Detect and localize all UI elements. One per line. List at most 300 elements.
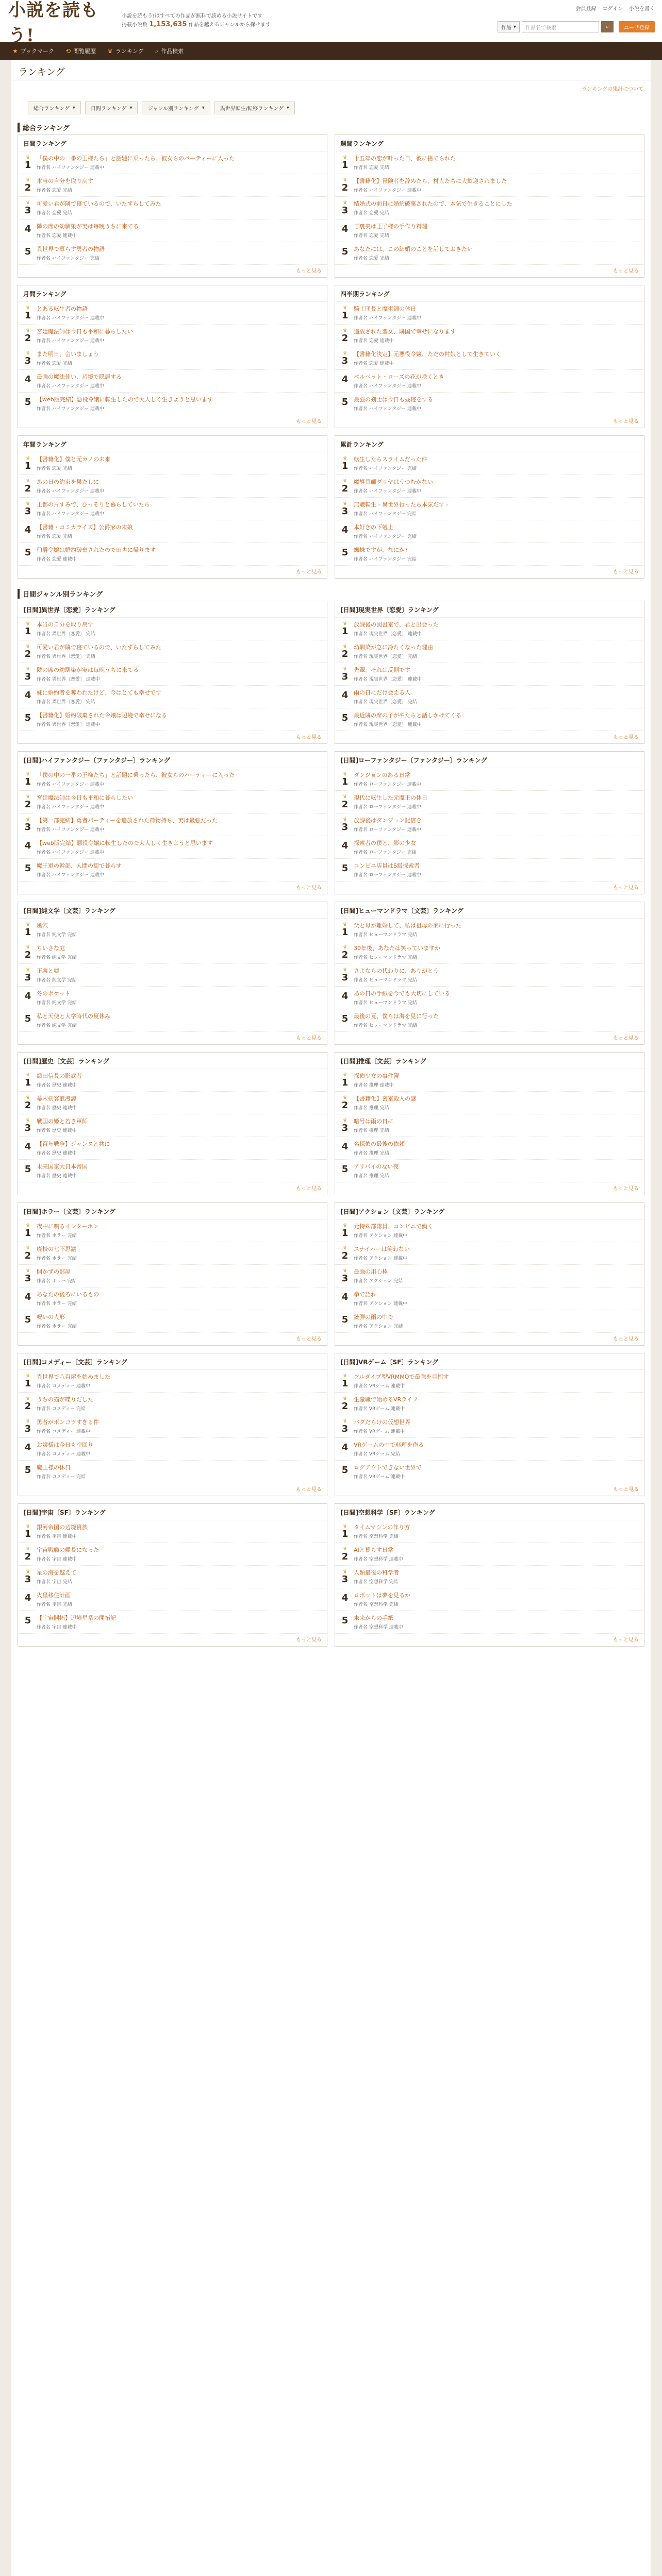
novel-title-link[interactable]: 最後の夏、僕らは海を見に行った — [354, 1013, 439, 1020]
ranking-item — [18, 1393, 327, 1415]
crown-icon: ♛ — [25, 501, 30, 506]
rank-number-value: 2 — [341, 950, 349, 960]
rank-number-value: 4 — [24, 1592, 31, 1603]
rank-number-value: 2 — [341, 1100, 349, 1111]
novel-title-link[interactable]: 暗号は雨の日に — [354, 1118, 393, 1125]
novel-title-link[interactable]: 私と天使と大学時代の夏休み — [37, 1013, 110, 1020]
novel-title-link[interactable]: 伯爵令嬢は婚約破棄されたので田舎に帰ります — [37, 547, 156, 553]
novel-title-link[interactable]: 追放された聖女、隣国で幸せになります — [354, 328, 456, 335]
ranking-item — [18, 475, 327, 498]
novel-meta: 作者名 現実世界〔恋愛〕 完結 — [354, 700, 417, 705]
novel-title-link[interactable]: ロボットは夢を見るか — [354, 1592, 410, 1599]
novel-title-link[interactable]: また明日、会いましょう — [37, 351, 99, 358]
more-link[interactable]: もっと見る — [613, 735, 639, 740]
ranking-item — [335, 1588, 644, 1611]
rank-number — [23, 621, 32, 637]
novel-meta: 作者名 ローファンタジー 完結 — [354, 850, 417, 855]
top-link-register[interactable]: 会員登録 — [575, 6, 597, 12]
ranking-item-body — [37, 1373, 322, 1389]
rank-number-value: 1 — [24, 461, 31, 471]
dropdown-label: 日間ランキング — [90, 106, 127, 112]
section-title: 日間ジャンル別ランキング — [18, 589, 644, 599]
search-input[interactable]: 作品名で検索 — [522, 21, 599, 32]
dropdown-isekai[interactable] — [214, 101, 295, 114]
novel-title-link[interactable]: お嬢様は今日も空回り — [37, 1442, 93, 1448]
ranking-item — [18, 791, 327, 814]
novel-title-link[interactable]: 【web版完結】悪役令嬢に転生したので大人しく生きようと思います — [37, 396, 213, 403]
rank-number-value: 2 — [24, 649, 31, 659]
novel-title-link[interactable]: VRゲームの中で料理を作る — [354, 1442, 424, 1448]
ranking-item — [335, 1287, 644, 1310]
rank-number — [23, 155, 32, 171]
novel-title-link[interactable]: 可愛い君が隣で寝ているので、いたずらしてみた — [37, 644, 161, 651]
novel-title-link[interactable]: 幼馴染が急に冷たくなった理由 — [354, 644, 433, 651]
more-link[interactable]: もっと見る — [613, 268, 639, 274]
novel-title-link[interactable]: 王都の片すみで、ひっそりと暮らしていたら — [37, 501, 150, 508]
novel-title-link[interactable]: 銀河帝国の辺境貴族 — [37, 1524, 88, 1531]
novel-meta: 作者名 ハイファンタジー 完結 — [354, 466, 417, 471]
novel-title-link[interactable]: 名探偵の最後の依頼 — [354, 1141, 405, 1147]
ranking-item — [18, 452, 327, 475]
search-button[interactable] — [601, 21, 614, 32]
novel-title-link[interactable]: 星の海を越えて — [37, 1569, 76, 1576]
novel-title-link[interactable]: 【書籍・コミカライズ】公爵家の末娘 — [37, 524, 133, 531]
novel-title-link[interactable]: 父と母が離婚して、私は祖母の家に行った — [354, 922, 461, 929]
novel-title-link[interactable]: 幕末剣客浪漫譚 — [37, 1095, 76, 1102]
ranking-card — [18, 751, 327, 894]
ranking-item-body — [354, 944, 639, 960]
dropdown-daily[interactable] — [85, 101, 138, 114]
novel-title-link[interactable]: 【百年戦争】ジャンヌと共に — [37, 1141, 110, 1147]
novel-title-link[interactable]: 「僕の中の一番の王様たち」と話題に乗ったら、彼女らのパーティーに入った — [37, 155, 235, 162]
crown-icon: ♛ — [342, 306, 347, 311]
crown-icon: ♛ — [342, 968, 347, 973]
ranking-item-body — [37, 200, 322, 216]
novel-title-link[interactable]: あなたには、この結婚のことを話しておきたい — [354, 246, 473, 252]
novel-title-link[interactable]: 【書籍化】冒険者を辞めたら、村人たちに大歓迎されました — [354, 178, 507, 184]
ranking-item-body — [354, 1614, 639, 1630]
rank-number-value: 3 — [24, 355, 31, 366]
novel-title-link[interactable]: 放課後はダンジョン配信を — [354, 817, 422, 824]
more-link[interactable]: もっと見る — [613, 1637, 639, 1643]
rank-number — [23, 711, 32, 727]
ranking-item-body — [354, 373, 639, 389]
more-link[interactable]: もっと見る — [296, 1336, 322, 1342]
novel-title-link[interactable]: 異世界で八百屋を始めました — [37, 1374, 110, 1380]
more-link[interactable]: もっと見る — [296, 569, 322, 575]
more-link[interactable]: もっと見る — [296, 1487, 322, 1493]
more-link[interactable]: もっと見る — [296, 735, 322, 740]
rank-number — [340, 1441, 350, 1457]
novel-title-link[interactable]: 【書籍化決定】元悪役令嬢、ただの村娘として生きていく — [354, 351, 501, 358]
card-footer — [335, 882, 644, 894]
ranking-item — [18, 197, 327, 219]
novel-count: 1,153,635 — [149, 21, 187, 28]
more-link[interactable]: もっと見る — [296, 885, 322, 891]
ranking-card — [18, 1353, 327, 1496]
novel-title-link[interactable]: コンビニ店員はS級探索者 — [354, 862, 420, 869]
ranking-item-body — [37, 1117, 322, 1133]
card-footer — [335, 1483, 644, 1496]
novel-title-link[interactable]: 魔王軍の幹部、人間の街で暮らす — [37, 862, 122, 869]
novel-title-link[interactable]: 本当の自分を取り戻す — [37, 621, 93, 628]
rank-number-value: 5 — [24, 246, 31, 257]
site-logo[interactable] — [8, 0, 122, 46]
novel-title-link[interactable]: 隣の席の幼馴染が実は毎晩うちに来てる — [37, 223, 139, 230]
novel-title-link[interactable]: 宮廷魔法師は今日も平和に暮らしたい — [37, 794, 133, 801]
novel-title-link[interactable]: ベルベット・ローズの花が咲くとき — [354, 374, 444, 380]
ranking-item-body — [37, 817, 322, 833]
novel-title-link[interactable]: 先輩、それは反則です — [354, 667, 410, 673]
rank-number — [340, 478, 350, 494]
nav-search[interactable] — [155, 47, 184, 55]
ranking-item-body — [354, 328, 639, 344]
novel-title-link[interactable]: 放課後の図書室で、君と出会った — [354, 621, 439, 628]
top-links — [498, 4, 655, 12]
novel-meta: 作者名 宇宙 完結 — [37, 1580, 72, 1585]
novel-title-link[interactable]: 【書籍化】婚約破棄された令嬢は辺境で幸せになる — [37, 712, 167, 719]
rank-number — [340, 711, 350, 727]
ranking-grid — [11, 601, 651, 1654]
more-link[interactable]: もっと見る — [613, 1186, 639, 1192]
rank-number-value: 1 — [341, 1378, 349, 1389]
novel-title-link[interactable]: 火星移住計画 — [37, 1592, 71, 1599]
top-link-login[interactable]: ログイン — [602, 6, 623, 12]
novel-title-link[interactable]: 冬のポケット — [37, 990, 71, 997]
ranking-item-body — [37, 155, 322, 171]
ranking-item-body — [354, 1245, 639, 1261]
ranking-item-body — [37, 478, 322, 494]
novel-title-link[interactable]: 最強の剣士は今日も昼寝をする — [354, 396, 433, 403]
novel-title-link[interactable]: 拳で語れ — [354, 1291, 376, 1298]
crown-icon: ♛ — [342, 351, 347, 356]
ranking-item-body — [354, 666, 639, 682]
crown-icon: ♛ — [25, 667, 30, 672]
ranking-item-body — [37, 1072, 322, 1088]
novel-meta: 作者名 異世界〔恋愛〕 完結 — [37, 632, 95, 637]
ranking-item-body — [37, 771, 322, 787]
novel-meta: 作者名 純文学 完結 — [37, 933, 77, 938]
novel-meta: 作者名 VRゲーム 連載中 — [354, 1406, 405, 1412]
novel-title-link[interactable]: 転生したらスライムだった件 — [354, 456, 427, 463]
ranking-item — [18, 242, 327, 265]
novel-title-link[interactable]: 生産職で始めるVRライフ — [354, 1396, 418, 1403]
novel-meta: 作者名 コメディー 連載中 — [37, 1452, 91, 1457]
rank-number-value: 2 — [341, 1401, 349, 1412]
novel-meta: 作者名 恋愛 連載中 — [354, 338, 394, 344]
ranking-item-body — [354, 817, 639, 833]
ranking-card-title: [日間]コメディー〔文芸〕ランキング — [18, 1353, 327, 1370]
novel-meta: 作者名 ハイファンタジー 連載中 — [37, 512, 104, 517]
rank-number-value: 4 — [24, 1141, 31, 1152]
more-link[interactable]: もっと見る — [296, 1637, 322, 1643]
novel-title-link[interactable]: 人類最後の科学者 — [354, 1569, 399, 1576]
rank-number — [340, 1117, 350, 1133]
more-link[interactable]: もっと見る — [613, 419, 639, 425]
novel-title-link[interactable]: 現代に転生した元魔王の休日 — [354, 794, 427, 801]
crown-icon: ♛ — [25, 1569, 30, 1574]
novel-title-link[interactable]: 正義と嘘 — [37, 968, 59, 974]
novel-meta: 作者名 恋愛 完結 — [354, 165, 389, 171]
more-link[interactable]: もっと見る — [296, 1186, 322, 1192]
ranking-card — [18, 1503, 327, 1647]
crown-icon: ♛ — [25, 644, 30, 649]
rank-number-value: 5 — [24, 547, 31, 558]
rank-number — [340, 1614, 350, 1630]
novel-title-link[interactable]: 魔王様の休日 — [37, 1464, 71, 1471]
rank-number-value: 4 — [341, 690, 349, 701]
search-type-select[interactable] — [498, 21, 520, 32]
ranking-item — [18, 1611, 327, 1634]
rank-number-value: 3 — [341, 1123, 349, 1133]
ranking-item — [335, 498, 644, 520]
rank-number-value: 5 — [24, 863, 31, 874]
rank-number — [340, 967, 350, 983]
ranking-item-body — [37, 689, 322, 705]
rank-number-value: 3 — [341, 671, 349, 682]
novel-title-link[interactable]: 本当の自分を取り戻す — [37, 178, 93, 184]
novel-title-link[interactable]: 異世界で暮らす勇者の物語 — [37, 246, 105, 252]
novel-title-link[interactable]: 廃校の七不思議 — [37, 1246, 76, 1252]
novel-title-link[interactable]: バグだらけの仮想世界 — [354, 1419, 410, 1426]
dropdown-overall[interactable] — [28, 101, 81, 114]
novel-meta: 作者名 歴史 連載中 — [37, 1083, 77, 1088]
novel-title-link[interactable]: ダンジョンのある日常 — [354, 772, 410, 778]
ranking-item-body — [37, 1223, 322, 1239]
novel-meta: 作者名 恋愛 完結 — [37, 211, 72, 216]
novel-title-link[interactable]: 可愛い君が隣で寝ているので、いたずらしてみた — [37, 200, 161, 207]
crown-icon: ♛ — [25, 968, 30, 973]
more-link[interactable]: もっと見る — [613, 885, 639, 891]
ranking-item-body — [354, 1569, 639, 1585]
novel-title-link[interactable]: 騎士団長と魔術師の休日 — [354, 306, 416, 312]
novel-meta: 作者名 現実世界〔恋愛〕 完結 — [354, 654, 417, 659]
novel-meta: 作者名 ローファンタジー 連載中 — [354, 805, 421, 810]
ranking-sections — [11, 123, 651, 1654]
ranking-item — [335, 302, 644, 325]
ranking-item-body — [37, 455, 322, 471]
more-link[interactable]: もっと見る — [296, 1036, 322, 1041]
ranking-item-body — [37, 1313, 322, 1329]
ranking-item — [18, 814, 327, 836]
ranking-item — [335, 174, 644, 197]
ranking-item-body — [37, 1012, 322, 1028]
crown-icon: ♛ — [342, 1374, 347, 1379]
ranking-item — [335, 1520, 644, 1543]
ranking-item-body — [354, 1396, 639, 1412]
novel-title-link[interactable]: タイムマシンの作り方 — [354, 1524, 410, 1531]
novel-title-link[interactable]: スナイパーは笑わない — [354, 1246, 410, 1252]
crown-icon: ♛ — [342, 328, 347, 333]
top-link-write[interactable]: 小説を書く — [629, 6, 655, 12]
novel-meta: 作者名 VRゲーム 完結 — [354, 1452, 401, 1457]
ranking-item-body — [354, 839, 639, 855]
rank-number-value: 4 — [341, 524, 349, 535]
novel-title-link[interactable]: 【書籍化】僕と元カノの未来 — [37, 456, 110, 463]
nav-bookmark[interactable] — [12, 47, 54, 55]
novel-title-link[interactable]: 宇宙戦艦の艦長になった — [37, 1547, 99, 1553]
ranking-card-title: 累計ランキング — [335, 436, 644, 452]
rank-number-value: 2 — [341, 649, 349, 659]
crown-icon: ♛ — [25, 479, 30, 484]
ranking-item — [18, 964, 327, 987]
novel-title-link[interactable]: 【書籍化】密室殺人の謎 — [354, 1095, 416, 1102]
rank-number-value: 2 — [341, 182, 349, 193]
rank-number — [23, 1313, 32, 1329]
rank-number — [340, 1012, 350, 1028]
novel-title-link[interactable]: あの日の手紙を今でも大切にしている — [354, 990, 450, 997]
chevron-down-icon: ▾ — [72, 105, 75, 111]
novel-title-link[interactable]: 十五年の恋が叶った日、彼に捨てられた — [354, 155, 456, 162]
rank-number-value: 4 — [24, 690, 31, 701]
nav-search-label: 作品検索 — [161, 48, 184, 55]
ranking-item — [18, 1137, 327, 1160]
novel-title-link[interactable]: 開かずの部屋 — [37, 1268, 71, 1275]
novel-meta: 作者名 ハイファンタジー 連載中 — [37, 782, 104, 787]
rank-number — [340, 1418, 350, 1434]
novel-title-link[interactable]: 【宇宙開拓】辺境星系の開拓記 — [37, 1615, 116, 1621]
more-link[interactable]: もっと見る — [613, 569, 639, 575]
crown-icon: ♛ — [342, 1095, 347, 1100]
novel-title-link[interactable]: 30年後、あなたは笑っていますか — [354, 945, 440, 952]
more-link[interactable]: もっと見る — [296, 419, 322, 425]
nav-ranking[interactable] — [107, 47, 143, 55]
novel-meta: 作者名 ハイファンタジー 連載中 — [37, 850, 104, 855]
crown-icon: ♛ — [342, 1396, 347, 1401]
rank-number-value: 5 — [341, 397, 349, 408]
ranking-card-title: [日間]ハイファンタジー〔ファンタジー〕ランキング — [18, 752, 327, 768]
novel-title-link[interactable]: 最近隣の席の子がやたらと話しかけてくる — [354, 712, 461, 719]
site-desc-line2 — [122, 21, 297, 29]
novel-title-link[interactable]: 雨の日にだけ会える人 — [354, 689, 410, 696]
rank-number — [23, 305, 32, 321]
crown-icon: ♛ — [25, 1419, 30, 1424]
novel-title-link[interactable]: アリバイのない夜 — [354, 1163, 399, 1170]
novel-title-link[interactable]: ちいさな庭 — [37, 945, 65, 952]
rank-number — [23, 1140, 32, 1156]
novel-title-link[interactable]: AIと暮らす日常 — [354, 1547, 393, 1553]
rank-number-value: 2 — [24, 1551, 31, 1562]
rank-number-value: 3 — [341, 355, 349, 366]
novel-title-link[interactable]: 元特殊部隊員、コンビニで働く — [354, 1223, 433, 1230]
ranking-item — [335, 1438, 644, 1461]
chevron-down-icon: ▾ — [129, 105, 133, 111]
novel-title-link[interactable]: うちの猫が喋りだした — [37, 1396, 93, 1403]
user-register-button[interactable]: ユーザ登録 — [619, 21, 655, 32]
crown-icon: ♛ — [342, 155, 347, 160]
ranking-item-body — [37, 1614, 322, 1630]
rank-number — [340, 794, 350, 810]
ranking-item-body — [354, 1163, 639, 1179]
novel-title-link[interactable]: 結婚式の前日に婚約破棄されたので、本気で生きることにした — [354, 200, 512, 207]
novel-meta: 作者名 空想科学 連載中 — [354, 1557, 403, 1562]
ranking-item-body — [37, 1441, 322, 1457]
rank-number — [340, 373, 350, 389]
ranking-card-title: [日間]現実世界〔恋愛〕ランキング — [335, 601, 644, 618]
ranking-info-link[interactable]: ランキングの集計について — [582, 87, 643, 92]
rank-number — [340, 1396, 350, 1412]
crown-icon: ♛ — [25, 1268, 30, 1274]
rank-number — [340, 501, 350, 517]
ranking-item — [335, 1114, 644, 1137]
novel-title-link[interactable]: 呪いの人形 — [37, 1314, 65, 1320]
rank-number — [23, 350, 32, 366]
novel-meta: 作者名 推理 完結 — [354, 1128, 389, 1133]
ranking-item-body — [354, 155, 639, 171]
novel-title-link[interactable]: 織田信長の影武者 — [37, 1073, 82, 1079]
novel-title-link[interactable]: 無職転生 - 異世界行ったら本気だす - — [354, 501, 449, 508]
novel-title-link[interactable]: 夜中に鳴るインターホン — [37, 1223, 99, 1230]
novel-title-link[interactable]: 探索者の僕と、影の少女 — [354, 840, 416, 846]
rank-number — [23, 1072, 32, 1088]
novel-title-link[interactable]: 未来からの手紙 — [354, 1615, 393, 1621]
novel-meta: 作者名 恋愛 連載中 — [37, 233, 77, 239]
more-link[interactable]: もっと見る — [296, 268, 322, 274]
novel-meta: 作者名 現実世界〔恋愛〕 連載中 — [354, 722, 422, 727]
ranking-item — [18, 1520, 327, 1543]
novel-title-link[interactable]: あなたの後ろにいるもの — [37, 1291, 99, 1298]
rank-number-value: 3 — [24, 205, 31, 216]
rank-number — [23, 944, 32, 960]
novel-title-link[interactable]: 蜘蛛ですが、なにか? — [354, 547, 408, 553]
novel-title-link[interactable]: 最強の用心棒 — [354, 1268, 388, 1275]
novel-title-link[interactable]: 宮廷魔法師は今日も平和に暮らしたい — [37, 328, 133, 335]
rank-number — [340, 1523, 350, 1539]
more-link[interactable]: もっと見る — [613, 1036, 639, 1041]
novel-title-link[interactable]: 銃弾の雨の中で — [354, 1314, 393, 1320]
novel-meta: 作者名 ハイファンタジー 連載中 — [37, 873, 104, 878]
novel-title-link[interactable]: 戦国の姫と若き軍師 — [37, 1118, 88, 1125]
novel-title-link[interactable]: 勇者がポンコツすぎる件 — [37, 1419, 99, 1426]
novel-title-link[interactable]: ご褒美は王子様の手作り料理 — [354, 223, 427, 230]
ranking-item — [18, 686, 327, 708]
novel-meta: 作者名 ハイファンタジー 連載中 — [37, 338, 104, 344]
more-link[interactable]: もっと見る — [613, 1487, 639, 1493]
rank-number-value: 4 — [341, 991, 349, 1002]
rank-number — [23, 1569, 32, 1585]
novel-title-link[interactable]: 【web版完結】悪役令嬢に転生したので大人しく生きようと思います — [37, 840, 213, 846]
novel-title-link[interactable]: 探偵少女の事件簿 — [354, 1073, 399, 1079]
novel-title-link[interactable]: 風穴 — [37, 922, 48, 929]
novel-title-link[interactable]: 未来国家大日本帝国 — [37, 1163, 88, 1170]
novel-title-link[interactable]: あの日の約束を果たしに — [37, 479, 99, 485]
novel-title-link[interactable]: 本好きの下剋上 — [354, 524, 393, 531]
ranking-item — [335, 370, 644, 393]
novel-title-link[interactable]: フルダイブ型VRMMOで最強を目指す — [354, 1374, 449, 1380]
ranking-item-body — [37, 328, 322, 344]
novel-title-link[interactable]: 妹に婚約者を奪われたけど、今はとても幸せです — [37, 689, 161, 696]
novel-title-link[interactable]: 隣の席の幼馴染が実は毎晩うちに来てる — [37, 667, 139, 673]
novel-title-link[interactable]: さよならの代わりに、ありがとう — [354, 968, 439, 974]
rank-number-value: 2 — [341, 1250, 349, 1261]
novel-meta: 作者名 恋愛 完結 — [354, 211, 389, 216]
novel-title-link[interactable]: 魔導具師ダリヤはうつむかない — [354, 479, 433, 485]
dropdown-genre[interactable] — [142, 101, 210, 114]
novel-title-link[interactable]: 「僕の中の一番の王様たち」と話題に乗ったら、彼女らのパーティーに入った — [37, 772, 235, 778]
novel-title-link[interactable]: 最強の魔法使い、辺境で隠居する — [37, 374, 122, 380]
novel-title-link[interactable]: ログアウトできない世界で — [354, 1464, 422, 1471]
novel-title-link[interactable]: 【第一部完結】勇者パーティーを追放された荷物持ち、実は最強だった — [37, 817, 218, 824]
ranking-item-body — [37, 1245, 322, 1261]
ranking-item — [18, 1438, 327, 1461]
crown-icon: ♛ — [342, 644, 347, 649]
rank-number — [23, 328, 32, 344]
rank-number — [23, 455, 32, 471]
novel-title-link[interactable]: とある転生者の物語 — [37, 306, 88, 312]
more-link[interactable]: もっと見る — [613, 1336, 639, 1342]
nav-history[interactable] — [65, 47, 96, 55]
rank-number — [340, 177, 350, 193]
